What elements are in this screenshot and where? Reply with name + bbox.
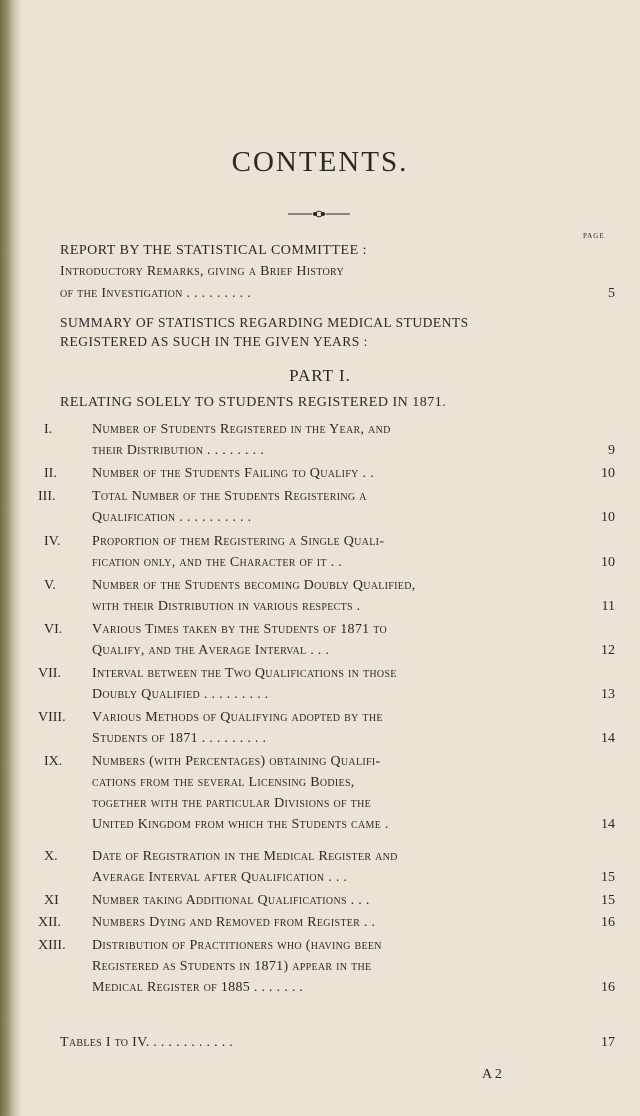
entry-line: Average Interval after Qualification . . . [92, 870, 348, 885]
entry-line: Qualify, and the Average Interval . . . [92, 643, 330, 658]
page-title: CONTENTS. [231, 146, 409, 178]
entry-line: Number of the Students Failing to Qualify . . [92, 466, 374, 481]
entry-number: VII. [38, 666, 61, 681]
entry-line: Proportion of them Registering a Single Quali- [92, 534, 385, 549]
entry-page: 14 [601, 731, 615, 746]
summary-heading-cont: REGISTERED AS SUCH IN THE GIVEN YEARS : [60, 334, 368, 349]
entry-line: Various Methods of Qualifying adopted by the [92, 710, 383, 725]
entry-line: Numbers (with Percentages) obtaining Qualifi- [92, 754, 381, 769]
entry-number: XIII. [38, 938, 66, 953]
report-heading: REPORT BY THE STATISTICAL COMMITTEE : [60, 243, 368, 258]
entry-number: II. [44, 466, 57, 481]
entry-line: Total Number of the Students Registering a [92, 489, 367, 504]
entry-page: 11 [601, 599, 615, 614]
part-subheading: RELATING SOLELY TO STUDENTS REGISTERED IN 1871. [60, 395, 447, 410]
entry-line: Doubly Qualified . . . . . . . . . [92, 687, 269, 702]
entry-line: cations from the several Licensing Bodies, [92, 775, 355, 790]
entry-page: 10 [601, 555, 615, 570]
entry-line: Number of the Students becoming Doubly Qualified, [92, 578, 416, 593]
report-subtitle: Introductory Remarks, giving a Brief History [60, 264, 344, 279]
entry-page: 10 [601, 466, 615, 481]
entry-line: Date of Registration in the Medical Register and [92, 849, 398, 864]
entry-page: 10 [601, 510, 615, 525]
entry-line: Medical Register of 1885 . . . . . . . [92, 980, 304, 995]
signature-mark: A 2 [482, 1067, 502, 1082]
entry-number: III. [38, 489, 56, 504]
entry-line: Distribution of Practitioners who (having been [92, 938, 382, 953]
entry-line: with their Distribution in various respects . [92, 599, 361, 614]
summary-heading: SUMMARY OF STATISTICS REGARDING MEDICAL STUDENTS [60, 315, 469, 330]
entry-line: their Distribution . . . . . . . . [92, 443, 265, 458]
entry-number: X. [44, 849, 58, 864]
entry-line: together with the particular Divisions of the [92, 796, 371, 811]
entry-number: IV. [44, 534, 61, 549]
tables-entry: Tables I to IV. . . . . . . . . . . . [60, 1035, 234, 1050]
entry-line: Qualification . . . . . . . . . . [92, 510, 252, 525]
entry-line: United Kingdom from which the Students came . [92, 817, 389, 832]
entry-number: I. [44, 422, 53, 437]
entry-number: V. [44, 578, 56, 593]
entry-page: 13 [601, 687, 615, 702]
entry-number: IX. [44, 754, 63, 769]
tables-page: 17 [601, 1035, 615, 1050]
entry-number: VI. [44, 622, 63, 637]
entry-page: 14 [601, 817, 615, 832]
entry-page: 15 [601, 870, 615, 885]
entry-number: XI [44, 893, 59, 908]
part-heading: PART I. [289, 366, 351, 385]
page-column-header: PAGE [583, 232, 605, 240]
entry-line: Numbers Dying and Removed from Register . . [92, 915, 376, 930]
entry-line: fication only, and the Character of it . . [92, 555, 342, 570]
entry-line: Registered as Students in 1871) appear in the [92, 959, 372, 974]
report-page: 5 [608, 286, 615, 301]
entry-line: Students of 1871 . . . . . . . . . [92, 731, 267, 746]
entry-page: 15 [601, 893, 615, 908]
report-subtitle-cont: of the Investigation . . . . . . . . . [60, 286, 252, 301]
entry-line: Number taking Additional Qualifications . . . [92, 893, 370, 908]
ornament-rule [288, 210, 350, 218]
entry-number: VIII. [38, 710, 66, 725]
entry-page: 9 [608, 443, 615, 458]
entry-page: 16 [601, 915, 615, 930]
entry-number: XII. [38, 915, 61, 930]
entry-line: Number of Students Registered in the Year, and [92, 422, 391, 437]
entry-line: Interval between the Two Qualifications in those [92, 666, 397, 681]
entry-line: Various Times taken by the Students of 1871 to [92, 622, 388, 637]
entry-page: 16 [601, 980, 615, 995]
entry-page: 12 [601, 643, 615, 658]
